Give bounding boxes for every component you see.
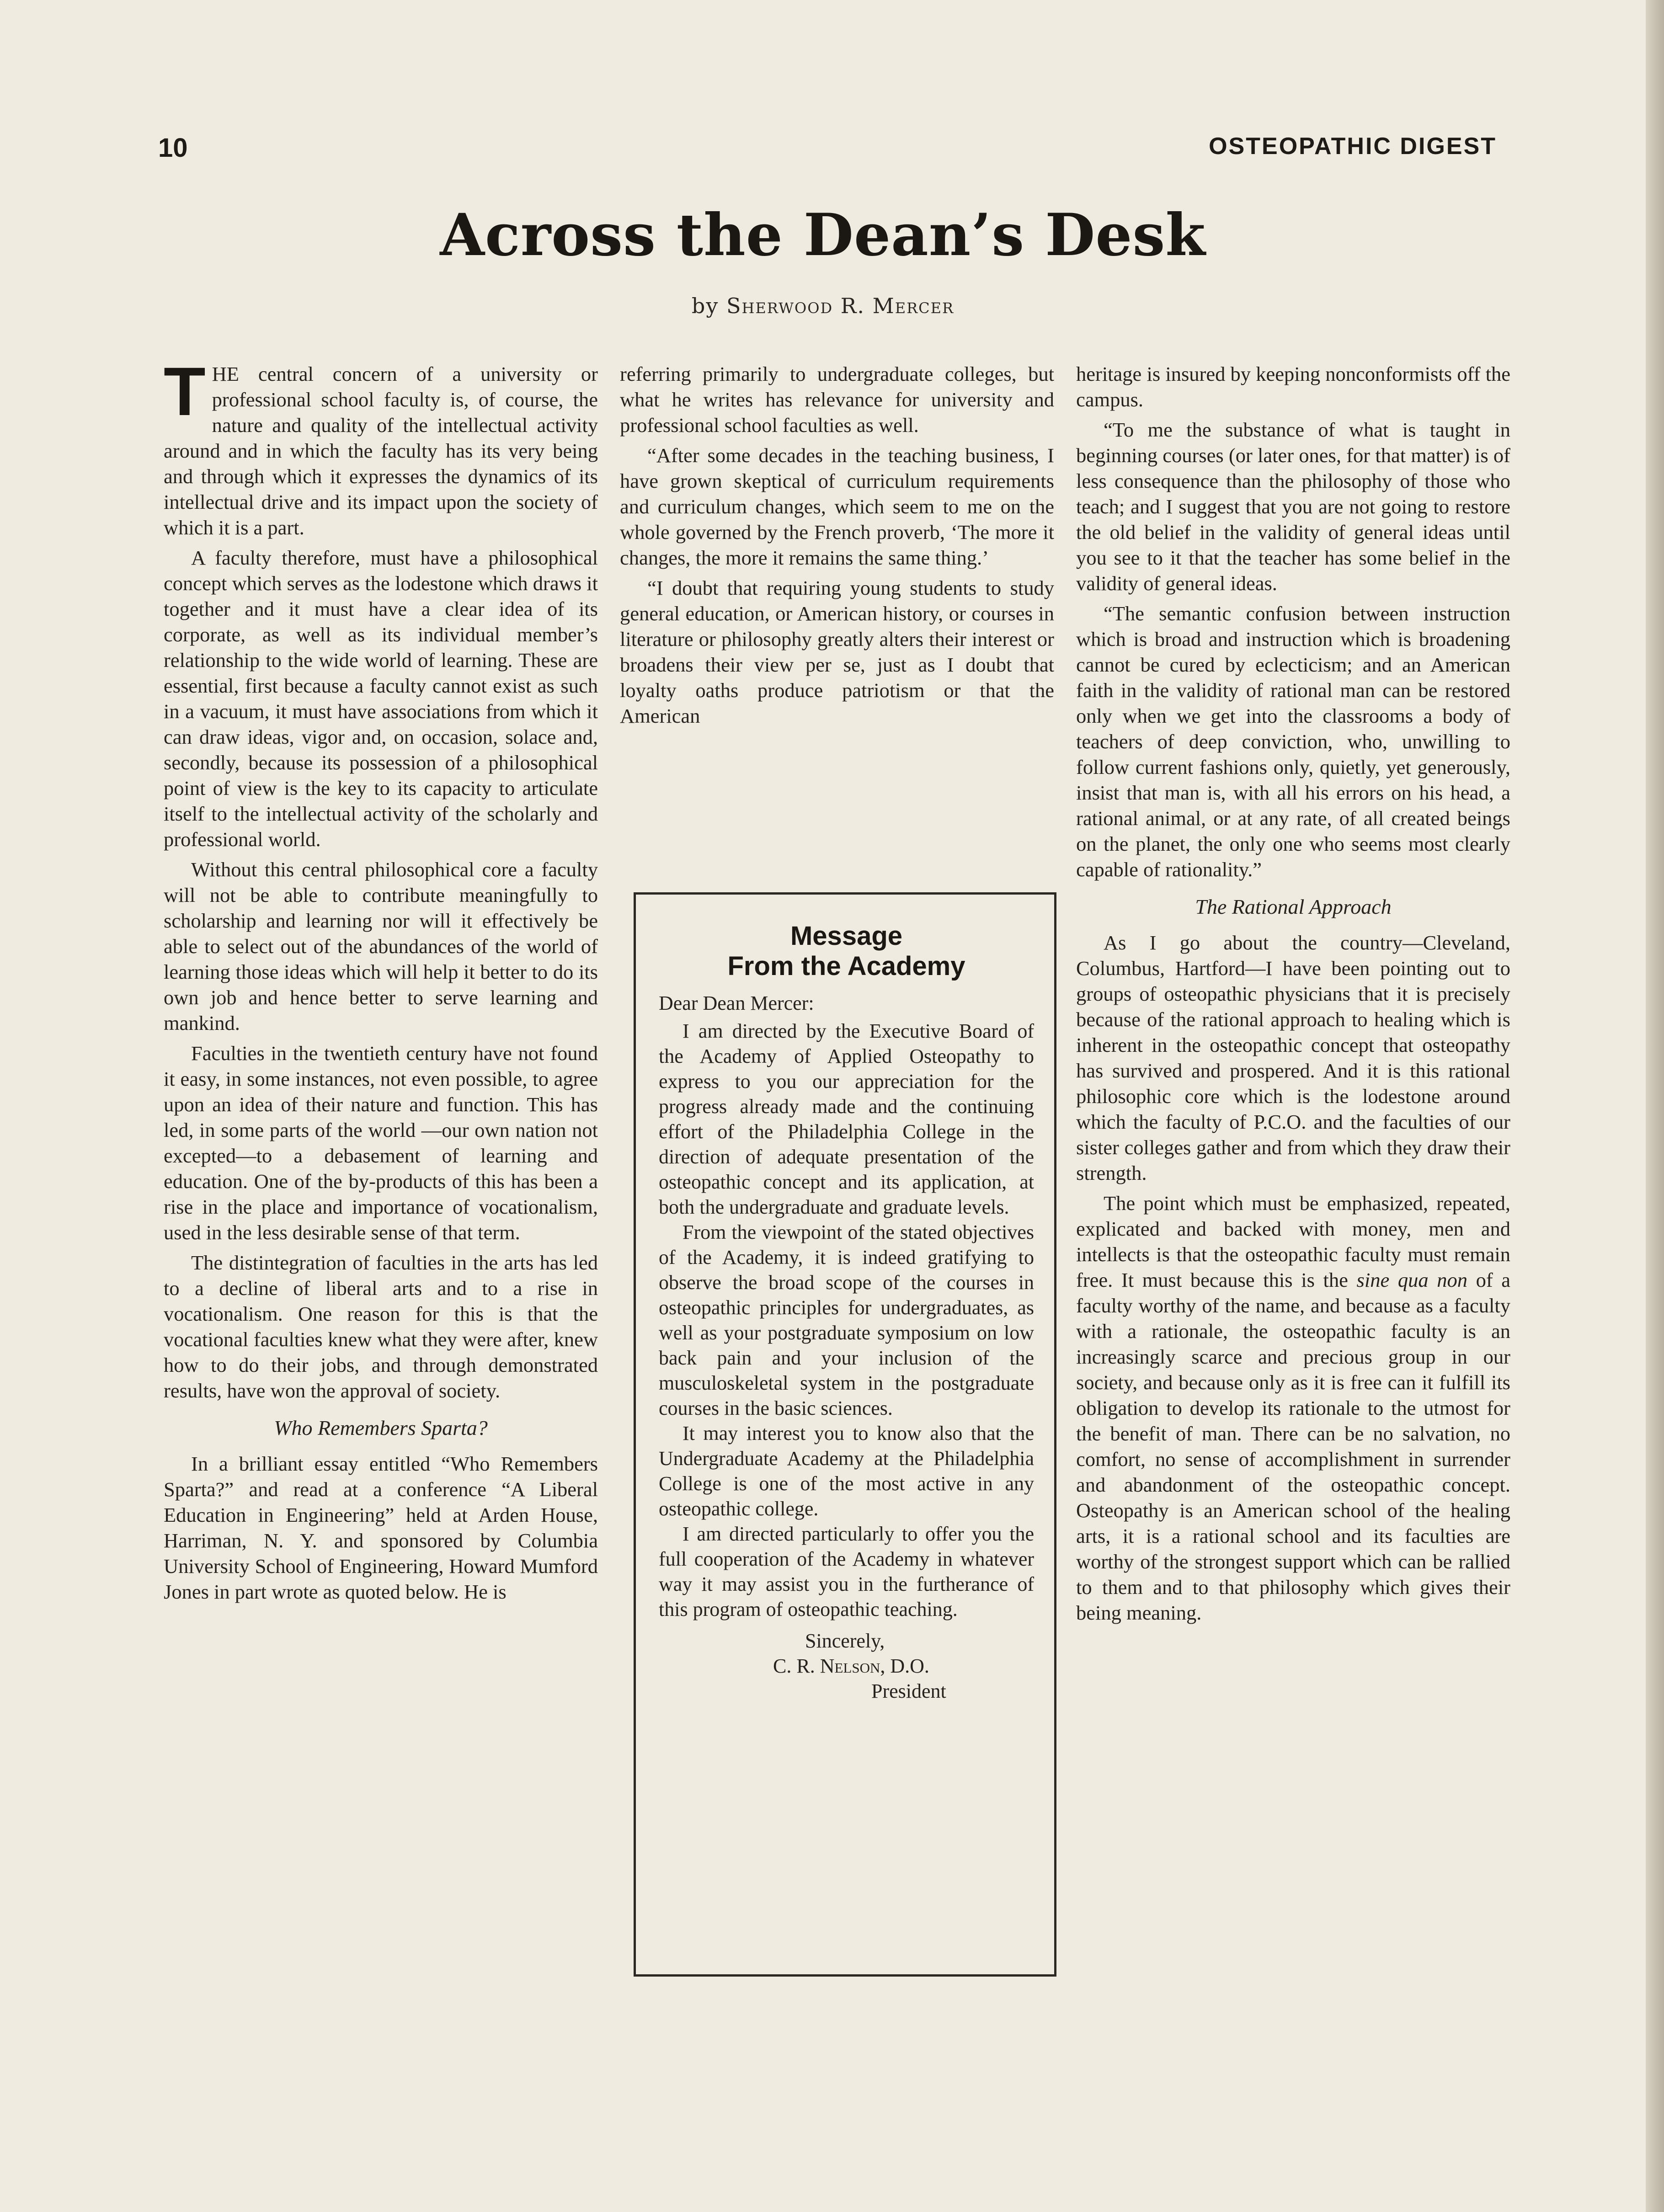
running-head: OSTEOPATHIC DIGEST: [1209, 133, 1497, 160]
paragraph: Faculties in the twentieth century have not found it easy, in some instances, not even possible, to agree upon an idea of their nature and function. This has led, in some parts of the world —our own nation not excepted—to a debasement of learning and education. One of the by-products of this has been a rise in the place and importance of vocationalism, used in the less desirable sense of that term.: [164, 1042, 598, 1244]
paragraph-text: The point which must be emphasized, repeated, explicated and backed with money, men and intellects is that the osteopathic faculty must remain free. It must because this is the: [1076, 1192, 1510, 1291]
byline-prefix: by: [691, 293, 719, 318]
paragraph-text: of a faculty worthy of the name, and because as a faculty with a rationale, the osteopathic faculty is an increasingly scarce and precious group in our society, and because only as it is free can it fulfill its obligation to develop its rationale to the utmost for the benefit of man. There can be no salvation, no comfort, no sense of accomplishment in surrender and abandonment of the osteopathic concept. Osteopathy is an American school of the healing arts, it is a rational school and its faculties are worthy of the strongest support which can be rallied to them and to that philosophy which gives their being meaning.: [1076, 1269, 1511, 1624]
column-2: [620, 361, 1054, 733]
paragraph: “I doubt that requiring young students to study general education, or American history, or courses in literature or philosophy greatly alters their interest or broadens their view per se, just as I doubt that loyalty oaths produce patriotism or that the American: [620, 576, 1054, 727]
letter-closing: Sincerely,: [805, 1630, 885, 1652]
subheading-who-remembers-sparta: Who Remembers Sparta?: [274, 1416, 488, 1439]
signer-role: President: [871, 1680, 946, 1702]
letter-paragraph: It may interest you to know also that the Undergraduate Academy at the Philadelphia College is one of the most active in any osteopathic college.: [659, 1422, 1034, 1520]
box-title-line: Message: [790, 921, 903, 951]
paragraph: heritage is insured by keeping nonconformists off the campus.: [1076, 362, 1510, 411]
byline-author: Sherwood R. Mercer: [726, 293, 955, 318]
latin-phrase: sine qua non: [1356, 1269, 1467, 1291]
paragraph-text: HE central concern of a university or professional school faculty is, of course, the nature and quality of the intellectual activity around and in which the faculty has its very being and through which it expresses the dynamics of its intellectual drive and its impact upon the society of which it is a part.: [164, 362, 598, 539]
paragraph: “To me the substance of what is taught in beginning courses (or later ones, for that matter) is of less consequence than the philosophy of those who teach; and I suggest that you are not going to restore the old belief in the validity of general ideas until you see to it that the teacher has some belief in the validity of general ideas.: [1076, 418, 1510, 595]
page-number: 10: [158, 133, 188, 163]
box-title: [659, 921, 1034, 981]
salutation: Dear Dean Mercer:: [659, 992, 814, 1014]
paragraph: Without this central philosophical core a faculty will not be able to contribute meaningfully to scholarship and learning nor will it effectively be able to select out of the abundances of the world of learning those ideas which will help it better to do its own job and hence better to serve learning and mankind.: [164, 858, 598, 1034]
box-title-line: From the Academy: [727, 951, 965, 981]
binding-edge: [1646, 0, 1664, 2212]
letter-paragraph: I am directed particularly to offer you the full cooperation of the Academy in whatever way it may assist you in the furtherance of this program of osteopathic teaching.: [659, 1523, 1034, 1620]
paragraph: [164, 353, 598, 540]
column-1: [164, 353, 598, 1609]
column-3: [1076, 361, 1510, 1630]
letter-paragraph: From the viewpoint of the stated objectives of the Academy, it is indeed gratifying to observe the broad scope of the courses in osteopathic principles for undergraduates, as well as your postgraduate symposium on low back pain and your inclusion of the musculoskeletal system in the postgraduate courses in the basic sciences.: [659, 1221, 1034, 1419]
paragraph: “After some decades in the teaching business, I have grown skeptical of curriculum requirements and curriculum changes, which seem to me on the whole governed by the French proverb, ‘The more it changes, the more it remains the same thing.’: [620, 444, 1054, 569]
academy-message-box: [634, 892, 1056, 1977]
article-title: Across the Dean’s Desk: [440, 201, 1206, 269]
paragraph: A faculty therefore, must have a philosophical concept which serves as the lodestone which draws it together and it must have a clear idea of its corporate, as well as its individual member’s relationship to the wide world of learning. These are essential, first because a faculty cannot exist as such in a vacuum, it must have associations from which it can draw ideas, vigor and, on occasion, solace and, secondly, because its possession of a philosophical point of view is the key to its capacity to articulate itself to the intellectual activity of the scholarly and professional world.: [164, 546, 598, 851]
letter-paragraph: I am directed by the Executive Board of the Academy of Applied Osteopathy to express to you our appreciation for the progress already made and the continuing effort of the Philadelphia College in the direction of adequate presentation of the osteopathic concept and its application, at both the undergraduate and graduate levels.: [659, 1020, 1034, 1218]
paragraph: In a brilliant essay entitled “Who Remembers Sparta?” and read at a conference “A Liberal Education in Engineering” held at Arden House, Harriman, N. Y. and sponsored by Columbia University School of Engineering, Howard Mumford Jones in part wrote as quoted below. He is: [164, 1452, 598, 1603]
letter-body: [659, 991, 1034, 1704]
paragraph: [1076, 1190, 1510, 1626]
subheading-rational-approach: The Rational Approach: [1195, 895, 1392, 918]
paragraph: “The semantic confusion between instruction which is broad and instruction which is broadening cannot be cured by eclecticism; and an American faith in the validity of rational man can be restored only when we get into the classrooms a body of teachers of deep conviction, who, unwilling to follow current fashions only, quietly, yet generously, insist that man is, with all his errors on his head, a rational animal, or at any rate, of all created beings on the planet, the only one who seems most clearly capable of rationality.”: [1076, 602, 1510, 881]
drop-cap: T: [164, 353, 206, 430]
byline: [0, 293, 1646, 318]
paragraph: As I go about the country—Cleveland, Columbus, Hartford—I have been pointing out to groups of osteopathic physicians that it is precisely because of the rational approach to healing which is inherent in the osteopathic concept that osteopathy has survived and prospered. And it is this rational philosophic core which is the lodestone around which the faculty of P.C.O. and the faculties of our sister colleges gather and from which they draw their strength.: [1076, 931, 1510, 1184]
signer-name: C. R. Nelson, D.O.: [773, 1655, 929, 1677]
letter-signer: [659, 1653, 1034, 1679]
paragraph: The distintegration of faculties in the arts has led to a decline of liberal arts and to a rise in vocationalism. One reason for this is that the vocational faculties knew what they were after, knew how to do their jobs, and through demonstrated results, have won the approval of society.: [164, 1251, 598, 1402]
paragraph: referring primarily to undergraduate colleges, but what he writes has relevance for university and professional school faculties as well.: [620, 362, 1054, 437]
